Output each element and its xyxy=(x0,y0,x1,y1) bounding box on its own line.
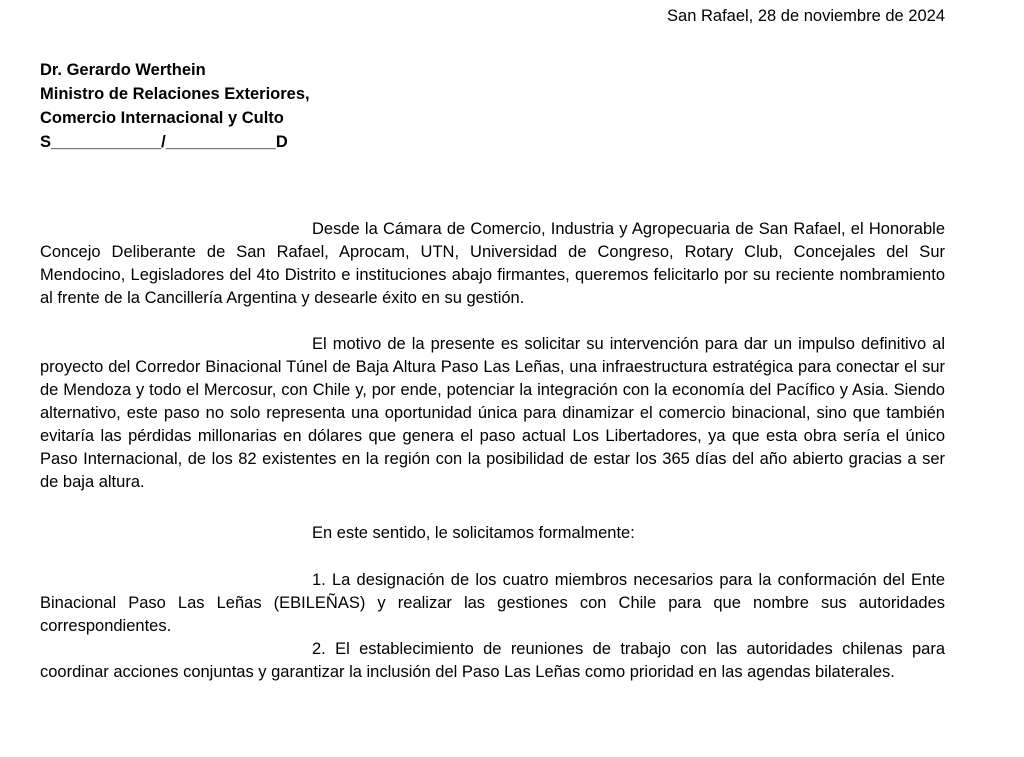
recipient-title-line-1: Ministro de Relaciones Exteriores, xyxy=(40,85,310,103)
paragraph-motive: El motivo de la presente es solicitar su intervención para dar un impulso definitivo al proyecto del Corredor Binacional Túnel de Baja Altura Paso Las Leñas, una infraestructura estratégica para conectar el sur de Mendoza y todo el Mercosur, con Chile y, por ende, potenciar la integración con la economía del Pacífico y Asia. Siendo alternativo, este paso no solo representa una oportunidad única para dinamizar el comercio binacional, sino que también evitaría las pérdidas millonarias en dólares que genera el paso actual Los Libertadores, ya que esta obra sería el único Paso Internacional, de los 82 existentes en la región con la posibilidad de estar los 365 días del año abierto gracias a ser de baja altura. xyxy=(40,335,945,491)
recipient-title-line-2: Comercio Internacional y Culto xyxy=(40,109,284,127)
paragraph-request-item-1: 1. La designación de los cuatro miembros necesarios para la conformación del Ente Binacional Paso Las Leñas (EBILEÑAS) y realizar las gestiones con Chile para que nombre sus autoridades correspondientes. xyxy=(40,571,945,635)
recipient-salutation-line: S____________/____________D xyxy=(40,133,288,151)
paragraph-request-intro: En este sentido, le solicitamos formalmente: xyxy=(312,524,635,542)
paragraph-greeting: Desde la Cámara de Comercio, Industria y Agropecuaria de San Rafael, el Honorable Concejo Deliberante de San Rafael, Aprocam, UTN, Universidad de Congreso, Rotary Club, Concejales del Sur Mendocino, Legisladores del 4to Distrito e instituciones abajo firmantes, queremos felicitarlo por su reciente nombramiento al frente de la Cancillería Argentina y desearle éxito en su gestión. xyxy=(40,220,945,307)
letter-date-line: San Rafael, 28 de noviembre de 2024 xyxy=(667,7,945,25)
recipient-name: Dr. Gerardo Werthein xyxy=(40,61,206,79)
paragraph-request-item-2: 2. El establecimiento de reuniones de trabajo con las autoridades chilenas para coordinar acciones conjuntas y garantizar la inclusión del Paso Las Leñas como prioridad en las agendas bilaterales. xyxy=(40,640,945,681)
recipient-block xyxy=(40,58,945,154)
